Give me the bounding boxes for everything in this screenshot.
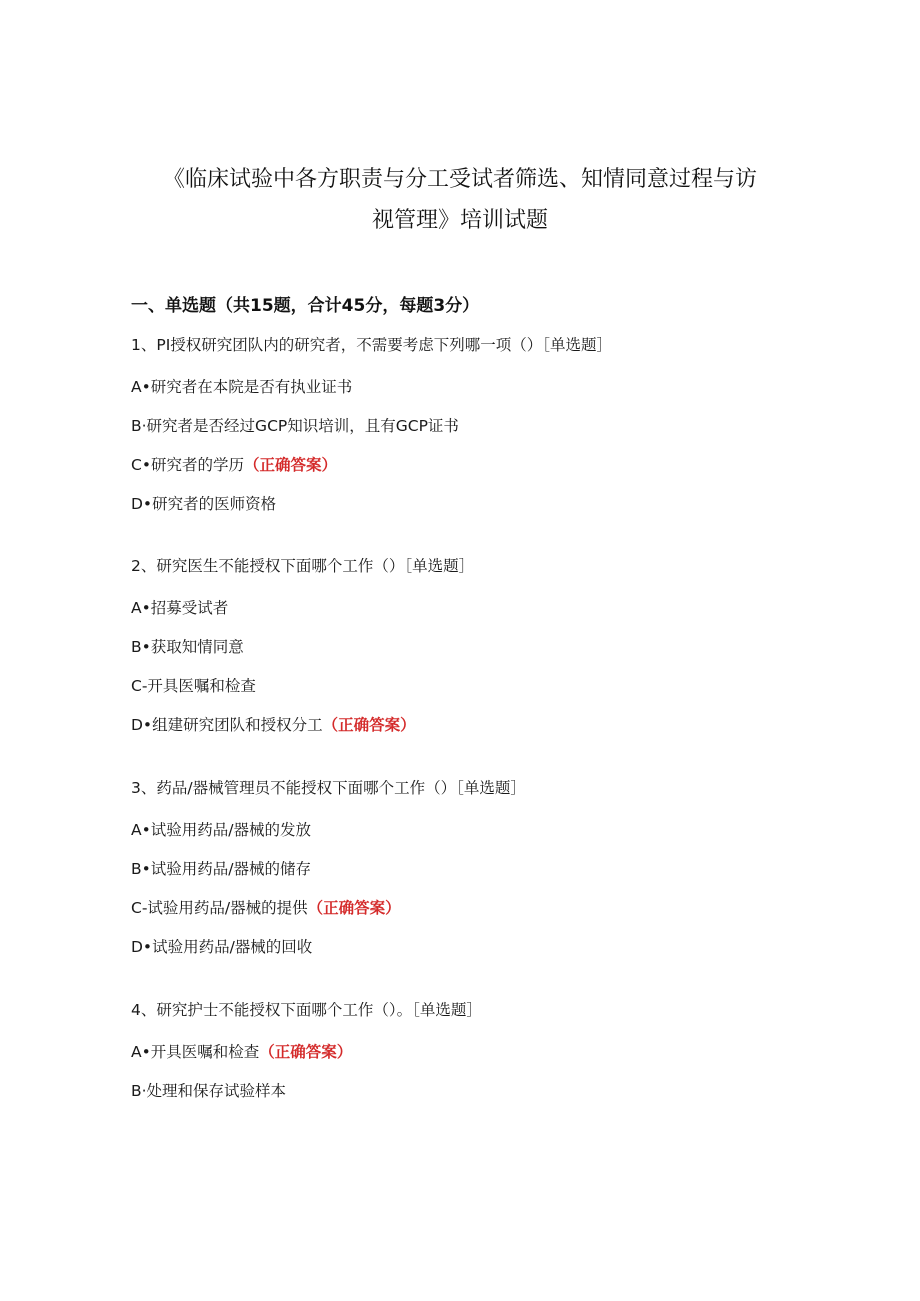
option-text: D•研究者的医师资格 xyxy=(131,495,277,513)
option-text: D•组建研究团队和授权分工 xyxy=(131,716,323,734)
answer-option xyxy=(131,453,337,475)
correct-answer-marker: （正确答案） xyxy=(307,899,401,917)
question-text: 4、研究护士不能授权下面哪个工作（）。［单选题］ xyxy=(131,1001,482,1019)
question-text: 3、药品/器械管理员不能授权下面哪个工作（）［单选题］ xyxy=(131,779,526,797)
correct-answer-marker: （正确答案） xyxy=(322,716,416,734)
question-text: 1、PI授权研究团队内的研究者，不需要考虑下列哪一项（）［单选题］ xyxy=(131,336,613,354)
document-title-line-2: 视管理》培训试题 xyxy=(371,208,548,233)
answer-option xyxy=(131,492,276,514)
option-text: C-试验用药品/器械的提供 xyxy=(131,899,308,917)
question-text: 2、研究医生不能授权下面哪个工作（）［单选题］ xyxy=(131,557,475,575)
correct-answer-marker: （正确答案） xyxy=(259,1043,353,1061)
answer-option xyxy=(131,1079,286,1101)
option-text: D•试验用药品/器械的回收 xyxy=(131,938,313,956)
option-text: A•招募受试者 xyxy=(131,599,229,617)
answer-option xyxy=(131,1040,352,1062)
document-title-line-1: 《临床试验中各方职责与分工受试者筛选、知情同意过程与访 xyxy=(162,167,757,192)
option-text: C-开具医嘱和检查 xyxy=(131,677,256,695)
option-text: B•试验用药品/器械的储存 xyxy=(131,860,311,878)
option-text: A•试验用药品/器械的发放 xyxy=(131,821,311,839)
correct-answer-marker: （正确答案） xyxy=(243,456,337,474)
option-text: B•获取知情同意 xyxy=(131,638,244,656)
answer-option xyxy=(131,414,459,436)
answer-option xyxy=(131,857,311,879)
answer-option xyxy=(131,674,256,696)
section-heading: 一、单选题（共15题，合计45分，每题3分） xyxy=(131,296,480,316)
option-text: B·处理和保存试验样本 xyxy=(131,1082,287,1100)
option-text: A•研究者在本院是否有执业证书 xyxy=(131,378,353,396)
answer-option xyxy=(131,896,401,918)
answer-option xyxy=(131,935,312,957)
answer-option xyxy=(131,375,352,397)
option-text: A•开具医嘱和检查 xyxy=(131,1043,260,1061)
option-text: C•研究者的学历 xyxy=(131,456,244,474)
answer-option xyxy=(131,635,244,657)
answer-option xyxy=(131,818,311,840)
option-text: B·研究者是否经过GCP知识培训，且有GCP证书 xyxy=(131,417,459,435)
answer-option xyxy=(131,596,228,618)
answer-option xyxy=(131,713,416,735)
